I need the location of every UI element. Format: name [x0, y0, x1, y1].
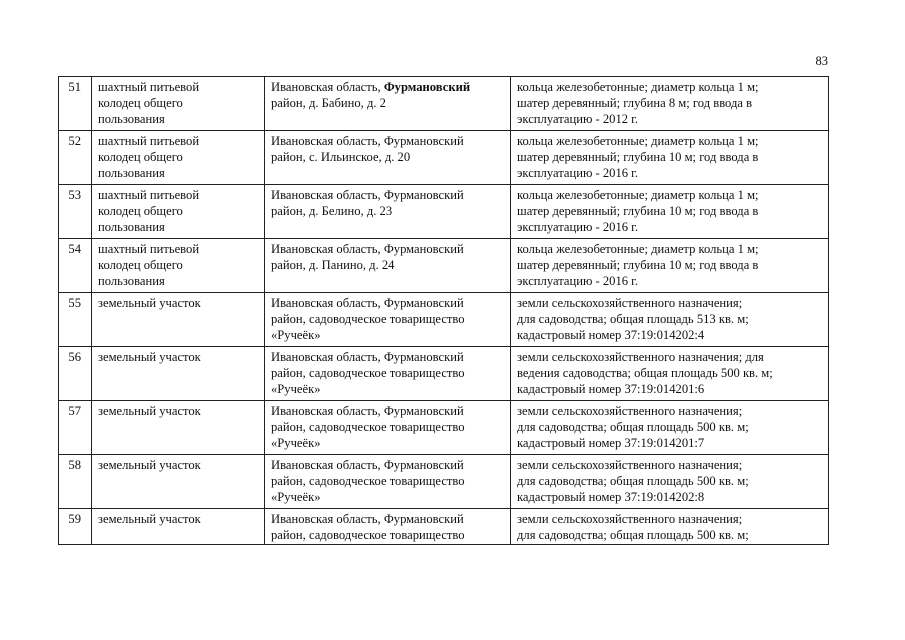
table-row [59, 455, 829, 509]
object-address: Ивановская область, Фурмановский район, с. Ильинское, д. 20 [265, 131, 511, 185]
table-row [59, 185, 829, 239]
table-row [59, 509, 829, 545]
row-number: 52 [59, 131, 92, 185]
object-address: Ивановская область, Фурмановский район, садоводческое товарищество [265, 509, 511, 545]
object-name: земельный участок [92, 293, 265, 347]
object-name: шахтный питьевой колодец общего пользования [92, 185, 265, 239]
object-name: шахтный питьевой колодец общего пользования [92, 77, 265, 131]
object-details: земли сельскохозяйственного назначения; для садоводства; общая площадь 513 кв. м; кадастровый номер 37:19:014202:4 [511, 293, 829, 347]
table-row [59, 77, 829, 131]
object-details: кольца железобетонные; диаметр кольца 1 м; шатер деревянный; глубина 10 м; год ввода в эксплуатацию - 2016 г. [511, 131, 829, 185]
object-details: кольца железобетонные; диаметр кольца 1 м; шатер деревянный; глубина 8 м; год ввода в эксплуатацию - 2012 г. [511, 77, 829, 131]
object-details: земли сельскохозяйственного назначения; для ведения садоводства; общая площадь 500 кв. м; кадастровый номер 37:19:014201:6 [511, 347, 829, 401]
object-name: земельный участок [92, 509, 265, 545]
object-details: земли сельскохозяйственного назначения; для садоводства; общая площадь 500 кв. м; кадастровый номер 37:19:014202:8 [511, 455, 829, 509]
object-name: земельный участок [92, 347, 265, 401]
row-number: 53 [59, 185, 92, 239]
row-number: 59 [59, 509, 92, 545]
object-details: кольца железобетонные; диаметр кольца 1 м; шатер деревянный; глубина 10 м; год ввода в эксплуатацию - 2016 г. [511, 239, 829, 293]
row-number: 55 [59, 293, 92, 347]
object-name: земельный участок [92, 455, 265, 509]
object-address: Ивановская область, Фурмановский район, садоводческое товарищество «Ручеёк» [265, 293, 511, 347]
bold-district-name: Фурмановский [383, 80, 471, 94]
object-address: Ивановская область, Фурмановский район, садоводческое товарищество «Ручеёк» [265, 347, 511, 401]
table-row [59, 293, 829, 347]
object-address: Ивановская область, Фурмановский район, д. Белино, д. 23 [265, 185, 511, 239]
object-address: Ивановская область, Фурмановский район, садоводческое товарищество «Ручеёк» [265, 401, 511, 455]
object-name: шахтный питьевой колодец общего пользования [92, 239, 265, 293]
row-number: 56 [59, 347, 92, 401]
table-row [59, 131, 829, 185]
object-name: земельный участок [92, 401, 265, 455]
object-address: Ивановская область, Фурмановский район, д. Панино, д. 24 [265, 239, 511, 293]
row-number: 54 [59, 239, 92, 293]
object-details: земли сельскохозяйственного назначения; для садоводства; общая площадь 500 кв. м; [511, 509, 829, 545]
object-name: шахтный питьевой колодец общего пользования [92, 131, 265, 185]
table-row [59, 239, 829, 293]
table-row [59, 401, 829, 455]
property-registry-table [58, 76, 829, 545]
object-details: кольца железобетонные; диаметр кольца 1 м; шатер деревянный; глубина 10 м; год ввода в эксплуатацию - 2016 г. [511, 185, 829, 239]
table-row [59, 347, 829, 401]
object-details: земли сельскохозяйственного назначения; для садоводства; общая площадь 500 кв. м; кадастровый номер 37:19:014201:7 [511, 401, 829, 455]
object-address: Ивановская область, Фурмановский район, садоводческое товарищество «Ручеёк» [265, 455, 511, 509]
row-number: 51 [59, 77, 92, 131]
object-address: Ивановская область, Фурмановский район, д. Бабино, д. 2 [265, 77, 511, 131]
row-number: 57 [59, 401, 92, 455]
page-number: 83 [815, 54, 828, 68]
row-number: 58 [59, 455, 92, 509]
